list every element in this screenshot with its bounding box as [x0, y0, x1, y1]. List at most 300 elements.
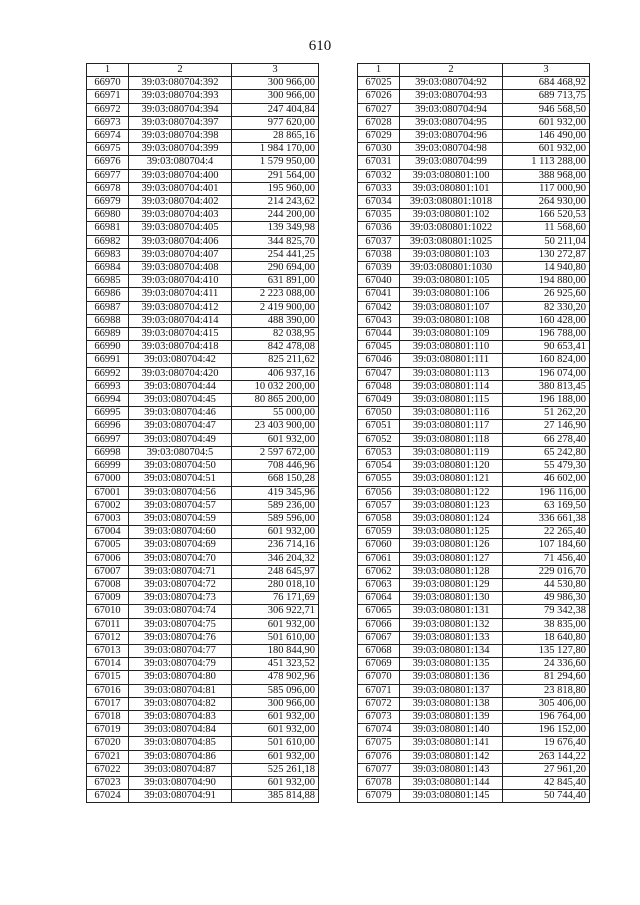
cadastral-number-cell: 39:03:080704:91	[129, 790, 232, 803]
cadastral-number-cell: 39:03:080704:80	[129, 671, 232, 684]
row-number-cell: 67035	[358, 209, 400, 222]
value-cell: 44 530,80	[503, 578, 590, 591]
table-row	[87, 209, 319, 222]
row-number-cell: 67062	[358, 565, 400, 578]
row-number-cell: 67060	[358, 539, 400, 552]
value-cell: 300 966,00	[232, 697, 319, 710]
cadastral-number-cell: 39:03:080704:407	[129, 248, 232, 261]
value-cell: 589 596,00	[232, 512, 319, 525]
row-number-cell: 66980	[87, 209, 129, 222]
table-row	[358, 697, 590, 710]
value-cell: 71 456,40	[503, 552, 590, 565]
cadastral-number-cell: 39:03:080704:59	[129, 512, 232, 525]
table-row	[358, 169, 590, 182]
value-cell: 977 620,00	[232, 116, 319, 129]
row-number-cell: 67039	[358, 262, 400, 275]
cadastral-number-cell: 39:03:080801:1018	[400, 196, 503, 209]
value-cell: 419 345,96	[232, 486, 319, 499]
row-number-cell: 67044	[358, 328, 400, 341]
table-row	[87, 103, 319, 116]
row-number-cell: 67013	[87, 644, 129, 657]
column-header-1: 1	[87, 64, 129, 77]
value-cell: 160 428,00	[503, 314, 590, 327]
row-number-cell: 66995	[87, 407, 129, 420]
row-number-cell: 67049	[358, 394, 400, 407]
cadastral-number-cell: 39:03:080801:139	[400, 710, 503, 723]
value-cell: 478 902,96	[232, 671, 319, 684]
cadastral-number-cell: 39:03:080801:127	[400, 552, 503, 565]
table-row	[87, 790, 319, 803]
row-number-cell: 66990	[87, 341, 129, 354]
table-row	[358, 103, 590, 116]
cadastral-number-cell: 39:03:080704:83	[129, 710, 232, 723]
row-number-cell: 67041	[358, 288, 400, 301]
value-cell: 501 610,00	[232, 631, 319, 644]
cadastral-number-cell: 39:03:080801:140	[400, 724, 503, 737]
value-cell: 82 330,20	[503, 301, 590, 314]
row-number-cell: 67074	[358, 724, 400, 737]
cadastral-number-cell: 39:03:080704:408	[129, 262, 232, 275]
value-cell: 11 568,60	[503, 222, 590, 235]
row-number-cell: 67065	[358, 605, 400, 618]
cadastral-number-cell: 39:03:080801:101	[400, 182, 503, 195]
table-row	[87, 592, 319, 605]
row-number-cell: 67066	[358, 618, 400, 631]
row-number-cell: 67022	[87, 763, 129, 776]
row-number-cell: 67068	[358, 644, 400, 657]
value-cell: 50 744,40	[503, 790, 590, 803]
cadastral-number-cell: 39:03:080801:143	[400, 763, 503, 776]
cadastral-number-cell: 39:03:080704:74	[129, 605, 232, 618]
row-number-cell: 67015	[87, 671, 129, 684]
row-number-cell: 66983	[87, 248, 129, 261]
table-header-row	[87, 64, 319, 77]
table-row	[358, 301, 590, 314]
value-cell: 19 676,40	[503, 737, 590, 750]
cadastral-number-cell: 39:03:080801:100	[400, 169, 503, 182]
cadastral-number-cell: 39:03:080704:90	[129, 776, 232, 789]
table-row	[358, 776, 590, 789]
row-number-cell: 67028	[358, 116, 400, 129]
value-cell: 280 018,10	[232, 578, 319, 591]
row-number-cell: 66978	[87, 182, 129, 195]
value-cell: 488 390,00	[232, 314, 319, 327]
table-row	[358, 407, 590, 420]
row-number-cell: 67069	[358, 658, 400, 671]
table-row	[87, 565, 319, 578]
value-cell: 23 403 900,00	[232, 420, 319, 433]
cadastral-number-cell: 39:03:080801:123	[400, 499, 503, 512]
cadastral-number-cell: 39:03:080801:114	[400, 380, 503, 393]
row-number-cell: 67071	[358, 684, 400, 697]
value-cell: 346 204,32	[232, 552, 319, 565]
table-row	[358, 473, 590, 486]
value-cell: 589 236,00	[232, 499, 319, 512]
cadastral-number-cell: 39:03:080704:71	[129, 565, 232, 578]
row-number-cell: 66974	[87, 130, 129, 143]
row-number-cell: 66973	[87, 116, 129, 129]
value-cell: 1 984 170,00	[232, 143, 319, 156]
cadastral-number-cell: 39:03:080801:1022	[400, 222, 503, 235]
cadastral-number-cell: 39:03:080704:412	[129, 301, 232, 314]
table-row	[358, 790, 590, 803]
table-row	[358, 750, 590, 763]
row-number-cell: 66988	[87, 314, 129, 327]
table-row	[87, 578, 319, 591]
cadastral-number-cell: 39:03:080704:82	[129, 697, 232, 710]
row-number-cell: 66994	[87, 394, 129, 407]
row-number-cell: 67072	[358, 697, 400, 710]
cadastral-number-cell: 39:03:080704:400	[129, 169, 232, 182]
cadastral-number-cell: 39:03:080704:56	[129, 486, 232, 499]
cadastral-number-cell: 39:03:080801:132	[400, 618, 503, 631]
table-body-left	[87, 77, 319, 803]
table-row	[87, 433, 319, 446]
table-row	[358, 631, 590, 644]
table-row	[358, 143, 590, 156]
row-number-cell: 66976	[87, 156, 129, 169]
table-row	[358, 77, 590, 90]
row-number-cell: 67048	[358, 380, 400, 393]
row-number-cell: 67031	[358, 156, 400, 169]
row-number-cell: 66982	[87, 235, 129, 248]
row-number-cell: 67050	[358, 407, 400, 420]
table-row	[358, 737, 590, 750]
value-cell: 195 960,00	[232, 182, 319, 195]
table-row	[358, 460, 590, 473]
value-cell: 146 490,00	[503, 130, 590, 143]
table-row	[87, 737, 319, 750]
cadastral-number-cell: 39:03:080704:45	[129, 394, 232, 407]
row-number-cell: 67056	[358, 486, 400, 499]
value-cell: 50 211,04	[503, 235, 590, 248]
value-cell: 254 441,25	[232, 248, 319, 261]
cadastral-number-cell: 39:03:080704:401	[129, 182, 232, 195]
table-row	[87, 275, 319, 288]
row-number-cell: 67046	[358, 354, 400, 367]
table-row	[87, 671, 319, 684]
row-number-cell: 67010	[87, 605, 129, 618]
table-row	[87, 354, 319, 367]
table-row	[87, 539, 319, 552]
cadastral-number-cell: 39:03:080801:1025	[400, 235, 503, 248]
value-cell: 601 932,00	[232, 618, 319, 631]
table-row	[87, 526, 319, 539]
table-row	[358, 499, 590, 512]
cadastral-number-cell: 39:03:080704:405	[129, 222, 232, 235]
row-number-cell: 67017	[87, 697, 129, 710]
table-row	[87, 697, 319, 710]
table-row	[87, 314, 319, 327]
cadastral-number-cell: 39:03:080704:87	[129, 763, 232, 776]
table-row	[358, 605, 590, 618]
value-cell: 18 640,80	[503, 631, 590, 644]
row-number-cell: 66989	[87, 328, 129, 341]
value-cell: 1 113 288,00	[503, 156, 590, 169]
value-cell: 26 925,60	[503, 288, 590, 301]
row-number-cell: 67057	[358, 499, 400, 512]
value-cell: 2 419 900,00	[232, 301, 319, 314]
value-cell: 601 932,00	[232, 526, 319, 539]
row-number-cell: 67021	[87, 750, 129, 763]
value-cell: 46 602,00	[503, 473, 590, 486]
table-row	[358, 710, 590, 723]
table-row	[358, 644, 590, 657]
table-row	[358, 763, 590, 776]
row-number-cell: 66997	[87, 433, 129, 446]
table-row	[87, 658, 319, 671]
row-number-cell: 66996	[87, 420, 129, 433]
table-row	[87, 182, 319, 195]
table-row	[87, 776, 319, 789]
table-row	[358, 526, 590, 539]
column-header-1: 1	[358, 64, 400, 77]
table-row	[87, 116, 319, 129]
value-cell: 1 579 950,00	[232, 156, 319, 169]
row-number-cell: 67040	[358, 275, 400, 288]
row-number-cell: 67047	[358, 367, 400, 380]
row-number-cell: 66971	[87, 90, 129, 103]
cadastral-number-cell: 39:03:080704:411	[129, 288, 232, 301]
cadastral-number-cell: 39:03:080801:134	[400, 644, 503, 657]
value-cell: 10 032 200,00	[232, 380, 319, 393]
row-number-cell: 67051	[358, 420, 400, 433]
row-number-cell: 67019	[87, 724, 129, 737]
value-cell: 196 116,00	[503, 486, 590, 499]
value-cell: 166 520,53	[503, 209, 590, 222]
table-row	[87, 143, 319, 156]
value-cell: 49 986,30	[503, 592, 590, 605]
row-number-cell: 66975	[87, 143, 129, 156]
cadastral-number-cell: 39:03:080704:410	[129, 275, 232, 288]
row-number-cell: 67011	[87, 618, 129, 631]
row-number-cell: 67061	[358, 552, 400, 565]
value-cell: 684 468,92	[503, 77, 590, 90]
value-cell: 668 150,28	[232, 473, 319, 486]
value-cell: 196 152,00	[503, 724, 590, 737]
table-row	[358, 658, 590, 671]
cadastral-number-cell: 39:03:080704:5	[129, 446, 232, 459]
cadastral-number-cell: 39:03:080704:415	[129, 328, 232, 341]
value-cell: 601 932,00	[232, 433, 319, 446]
cadastral-number-cell: 39:03:080801:124	[400, 512, 503, 525]
cadastral-number-cell: 39:03:080801:129	[400, 578, 503, 591]
table-row	[358, 367, 590, 380]
table-row	[87, 631, 319, 644]
value-cell: 55 000,00	[232, 407, 319, 420]
row-number-cell: 67002	[87, 499, 129, 512]
table-row	[358, 130, 590, 143]
value-cell: 76 171,69	[232, 592, 319, 605]
value-cell: 689 713,75	[503, 90, 590, 103]
table-row	[358, 196, 590, 209]
table-row	[87, 512, 319, 525]
table-row	[87, 169, 319, 182]
cadastral-number-cell: 39:03:080704:394	[129, 103, 232, 116]
value-cell: 65 242,80	[503, 446, 590, 459]
value-cell: 291 564,00	[232, 169, 319, 182]
row-number-cell: 67007	[87, 565, 129, 578]
value-cell: 24 336,60	[503, 658, 590, 671]
table-row	[358, 592, 590, 605]
cadastral-number-cell: 39:03:080704:77	[129, 644, 232, 657]
cadastral-number-cell: 39:03:080704:414	[129, 314, 232, 327]
row-number-cell: 67038	[358, 248, 400, 261]
cadastral-number-cell: 39:03:080801:110	[400, 341, 503, 354]
value-cell: 601 932,00	[232, 710, 319, 723]
table-row	[87, 328, 319, 341]
row-number-cell: 66991	[87, 354, 129, 367]
value-cell: 263 144,22	[503, 750, 590, 763]
cadastral-number-cell: 39:03:080704:86	[129, 750, 232, 763]
cadastral-number-cell: 39:03:080704:4	[129, 156, 232, 169]
table-row	[87, 710, 319, 723]
cadastral-number-cell: 39:03:080801:141	[400, 737, 503, 750]
cadastral-number-cell: 39:03:080704:75	[129, 618, 232, 631]
cadastral-number-cell: 39:03:080801:103	[400, 248, 503, 261]
table-row	[87, 407, 319, 420]
table-row	[87, 262, 319, 275]
table-right	[357, 63, 590, 803]
row-number-cell: 67054	[358, 460, 400, 473]
table-row	[87, 196, 319, 209]
column-header-3: 3	[503, 64, 590, 77]
cadastral-number-cell: 39:03:080704:99	[400, 156, 503, 169]
value-cell: 406 937,16	[232, 367, 319, 380]
cadastral-number-cell: 39:03:080704:98	[400, 143, 503, 156]
table-body-right	[358, 77, 590, 803]
cadastral-number-cell: 39:03:080704:84	[129, 724, 232, 737]
row-number-cell: 67032	[358, 169, 400, 182]
table-row	[358, 433, 590, 446]
row-number-cell: 67005	[87, 539, 129, 552]
table-row	[358, 671, 590, 684]
row-number-cell: 66979	[87, 196, 129, 209]
row-number-cell: 67012	[87, 631, 129, 644]
cadastral-number-cell: 39:03:080704:418	[129, 341, 232, 354]
table-row	[358, 314, 590, 327]
cadastral-number-cell: 39:03:080704:60	[129, 526, 232, 539]
row-number-cell: 67001	[87, 486, 129, 499]
row-number-cell: 67014	[87, 658, 129, 671]
cadastral-number-cell: 39:03:080704:96	[400, 130, 503, 143]
row-number-cell: 67037	[358, 235, 400, 248]
table-row	[87, 605, 319, 618]
table-row	[358, 156, 590, 169]
cadastral-number-cell: 39:03:080704:93	[400, 90, 503, 103]
row-number-cell: 67053	[358, 446, 400, 459]
row-number-cell: 66986	[87, 288, 129, 301]
value-cell: 196 788,00	[503, 328, 590, 341]
value-cell: 946 568,50	[503, 103, 590, 116]
table-row	[87, 90, 319, 103]
row-number-cell: 66984	[87, 262, 129, 275]
cadastral-number-cell: 39:03:080801:108	[400, 314, 503, 327]
table-row	[358, 328, 590, 341]
row-number-cell: 67030	[358, 143, 400, 156]
cadastral-number-cell: 39:03:080801:122	[400, 486, 503, 499]
value-cell: 42 845,40	[503, 776, 590, 789]
row-number-cell: 67052	[358, 433, 400, 446]
value-cell: 2 597 672,00	[232, 446, 319, 459]
row-number-cell: 66972	[87, 103, 129, 116]
cadastral-number-cell: 39:03:080801:138	[400, 697, 503, 710]
value-cell: 236 714,16	[232, 539, 319, 552]
table-row	[358, 248, 590, 261]
table-row	[358, 539, 590, 552]
table-row	[87, 288, 319, 301]
cadastral-number-cell: 39:03:080704:397	[129, 116, 232, 129]
cadastral-number-cell: 39:03:080801:120	[400, 460, 503, 473]
table-left	[86, 63, 319, 803]
table-row	[358, 116, 590, 129]
cadastral-number-cell: 39:03:080704:46	[129, 407, 232, 420]
row-number-cell: 67033	[358, 182, 400, 195]
table-row	[87, 446, 319, 459]
row-number-cell: 67018	[87, 710, 129, 723]
row-number-cell: 67000	[87, 473, 129, 486]
row-number-cell: 67077	[358, 763, 400, 776]
row-number-cell: 67059	[358, 526, 400, 539]
cadastral-number-cell: 39:03:080704:81	[129, 684, 232, 697]
value-cell: 81 294,60	[503, 671, 590, 684]
table-row	[87, 750, 319, 763]
value-cell: 214 243,62	[232, 196, 319, 209]
cadastral-number-cell: 39:03:080801:133	[400, 631, 503, 644]
value-cell: 194 880,00	[503, 275, 590, 288]
value-cell: 66 278,40	[503, 433, 590, 446]
value-cell: 842 478,08	[232, 341, 319, 354]
value-cell: 247 404,84	[232, 103, 319, 116]
row-number-cell: 66999	[87, 460, 129, 473]
table-row	[87, 380, 319, 393]
table-row	[358, 552, 590, 565]
row-number-cell: 67025	[358, 77, 400, 90]
cadastral-number-cell: 39:03:080801:144	[400, 776, 503, 789]
value-cell: 631 891,00	[232, 275, 319, 288]
value-cell: 14 940,80	[503, 262, 590, 275]
value-cell: 82 038,95	[232, 328, 319, 341]
cadastral-number-cell: 39:03:080704:393	[129, 90, 232, 103]
value-cell: 63 169,50	[503, 499, 590, 512]
value-cell: 248 645,97	[232, 565, 319, 578]
value-cell: 79 342,38	[503, 605, 590, 618]
table-row	[87, 644, 319, 657]
value-cell: 290 694,00	[232, 262, 319, 275]
value-cell: 229 016,70	[503, 565, 590, 578]
table-row	[87, 486, 319, 499]
cadastral-number-cell: 39:03:080801:131	[400, 605, 503, 618]
table-row	[358, 724, 590, 737]
table-row	[358, 578, 590, 591]
cadastral-number-cell: 39:03:080704:72	[129, 578, 232, 591]
table-row	[87, 684, 319, 697]
value-cell: 160 824,00	[503, 354, 590, 367]
page-number: 610	[308, 38, 332, 54]
cadastral-number-cell: 39:03:080801:125	[400, 526, 503, 539]
table-row	[358, 618, 590, 631]
row-number-cell: 67045	[358, 341, 400, 354]
cadastral-number-cell: 39:03:080801:128	[400, 565, 503, 578]
cadastral-number-cell: 39:03:080801:117	[400, 420, 503, 433]
value-cell: 305 406,00	[503, 697, 590, 710]
table-row	[87, 248, 319, 261]
value-cell: 451 323,52	[232, 658, 319, 671]
row-number-cell: 67043	[358, 314, 400, 327]
table-row	[87, 394, 319, 407]
table-row	[358, 394, 590, 407]
cadastral-number-cell: 39:03:080704:392	[129, 77, 232, 90]
